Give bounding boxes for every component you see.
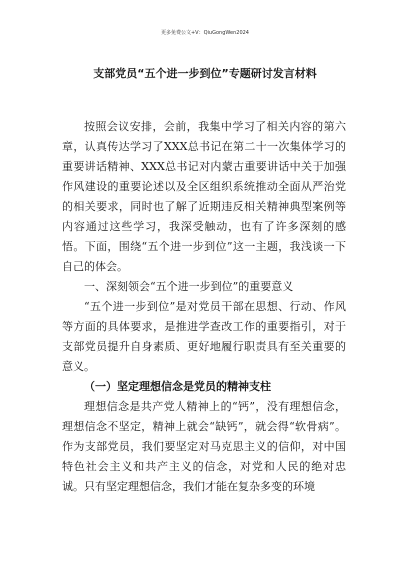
header-note: 更多免费公文+V：QiuGongWen2024 [160, 30, 249, 36]
section-heading-2: （一）坚定理想信念是党员的精神支柱 [84, 380, 271, 393]
intro-paragraph: 按照会议安排，会前，我集中学习了相关内容的第六章，认真传达学习了XXX总书记在第二十一次集体学习的重要讲话精神、XXX总书记对内蒙古重要讲话中关于加强作风建设的重要论述以及全区组织系统推动全面从严治党的相关要求，同时也了解了近期违反相关精神典型案例等内容通过这些学习，我深受触动，也有了许多深刻的感悟。下面，围绕“五个进一步到位”这一主题，我浅谈一下自己的体会。 [62, 120, 346, 273]
paragraph-2: “五个进一步到位”是对党员干部在思想、行动、作风等方面的具体要求，是推进学查改工作的重要指引，对于支部党员提升自身素质、更好地履行职责具有至关重要的意义。 [62, 300, 346, 373]
document-title: 支部党员“五个进一步到位”专题研讨发言材料 [93, 67, 317, 80]
document-body [62, 117, 346, 497]
paragraph-3: 理想信念是共产党人精神上的“钙”，没有理想信念，理想信念不坚定，精神上就会“缺钙”，就会得“软骨病”。作为支部党员，我们要坚定对马克思主义的信仰，对中国特色社会主义和共产主义的信念，对党和人民的绝对忠诚。只有坚定理想信念，我们才能在复杂多变的环境 [62, 400, 346, 493]
section-heading-1: 一、深刻领会“五个进一步到位”的重要意义 [84, 280, 294, 293]
